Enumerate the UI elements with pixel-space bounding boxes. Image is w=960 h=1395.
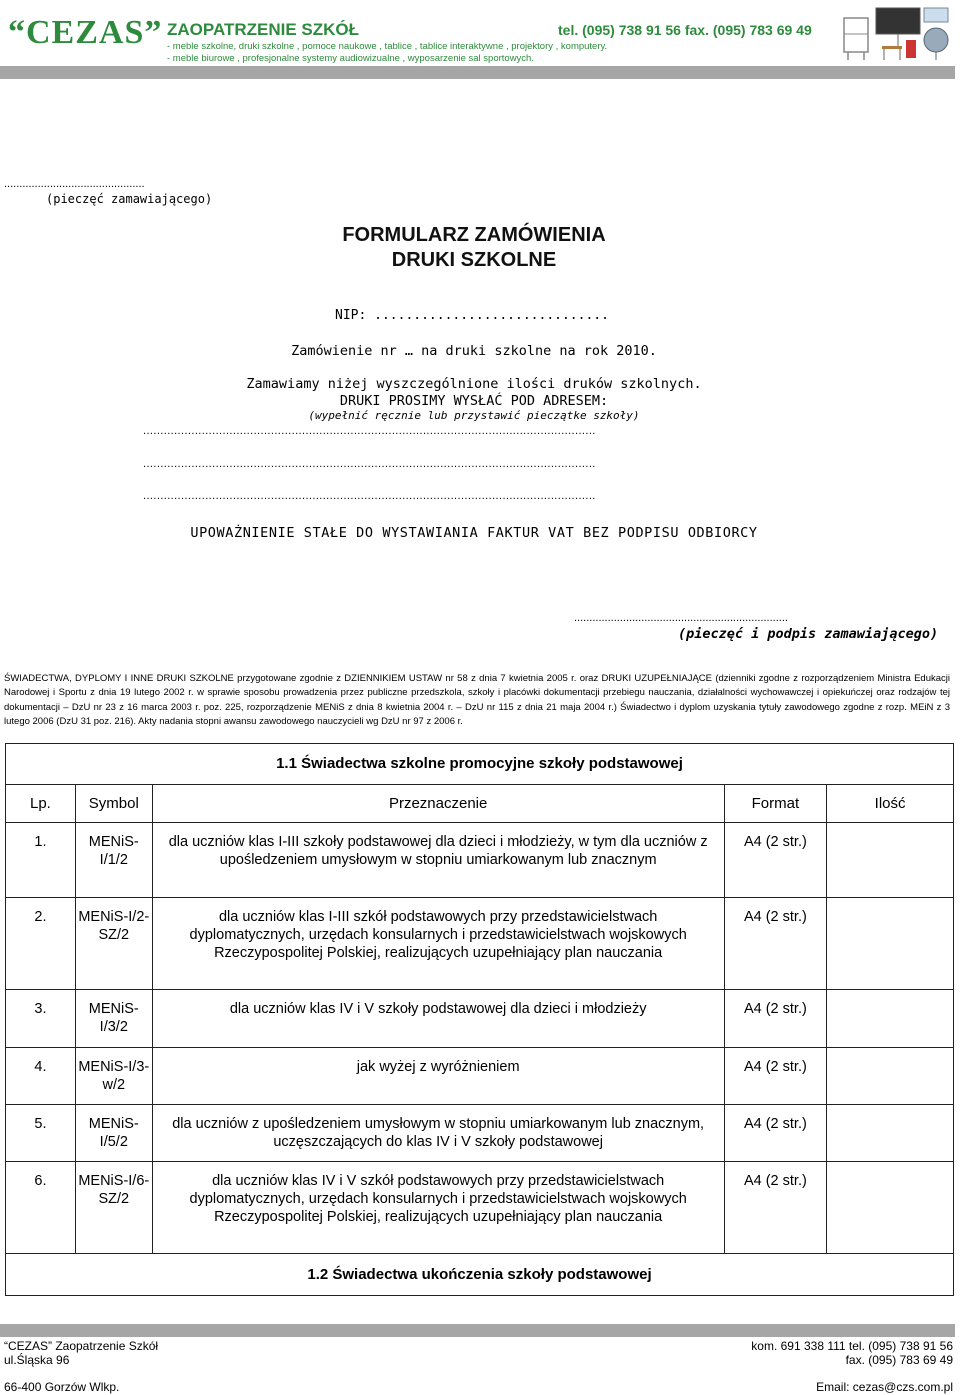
row-format: A4 (2 str.) xyxy=(724,1162,827,1254)
stamp-label: (pieczęć zamawiającego) xyxy=(46,192,213,206)
row-quantity-input[interactable] xyxy=(827,1162,954,1254)
header-tagline-1: - meble szkolne, druki szkolne , pomoce naukowe , tablice , tablice interaktywne , projektory , komputery. xyxy=(167,41,608,52)
row-purpose: dla uczniów klas IV i V szkoły podstawowej dla dzieci i młodzieży xyxy=(152,990,724,1048)
row-symbol: MENiS-I/6-SZ/2 xyxy=(75,1162,152,1254)
footer-fax: fax. (095) 783 69 49 xyxy=(845,1353,953,1367)
column-header-symbol: Symbol xyxy=(75,785,152,823)
brand-name: ZAOPATRZENIE SZKÓŁ xyxy=(167,20,360,39)
row-purpose: dla uczniów klas IV i V szkół podstawowych przy przedstawicielstwach dyplomatycznych, urzędach konsularnych i przedstawicielstwach wojskowych Rzeczypospolitej Polskiej, realizujących uzupełniający plan nauczania xyxy=(152,1162,724,1254)
order-number-line: Zamówienie nr … na druki szkolne na rok 2010. xyxy=(291,343,657,359)
header-contact: tel. (095) 738 91 56 fax. (095) 783 69 49 xyxy=(558,22,812,38)
section-heading-1-1: 1.1 Świadectwa szkolne promocyjne szkoły podstawowej xyxy=(6,744,954,785)
table-row xyxy=(6,898,954,990)
row-purpose: jak wyżej z wyróżnieniem xyxy=(152,1048,724,1105)
row-symbol: MENiS-I/3/2 xyxy=(75,990,152,1048)
row-lp: 4. xyxy=(6,1048,76,1105)
footer-divider-bar xyxy=(0,1324,955,1337)
row-symbol: MENiS-I/2-SZ/2 xyxy=(75,898,152,990)
legal-notice: ŚWIADECTWA, DYPLOMY I INNE DRUKI SZKOLNE przygotowane zgodnie z DZIENNIKIEM USTAW nr 58 z dnia 7 kwietnia 2005 r. oraz DRUKI UZUPEŁNIAJĄCE (dzienniki zgodne z rozporządzeniem Ministra Edukacji Narodowej i Sportu z dnia 19 lutego 2002 r. w sprawie sposobu prowadzenia przez publiczne przedszkola, szkoły i placówki dokumentacji przebiegu nauczania, działalności wychowawczej i opiekuńczej oraz rodzajów tej dokumentacji – DzU nr 23 z 16 marca 2003 r. poz. 225, rozporządzenie MENiS z dnia 8 kwietnia 2004 r. – DzU nr 115 z dnia 21 maja 2004 r.) Świadectwo i dyplom uzyskania tytuły zawodowego zgodne z rozp. MEiN z 3 lutego 2006 (DzU 31 poz. 216). Akty nadania stopni awansu zawodowego nauczycieli wg DzU nr 97 z 2006 r. xyxy=(4,673,950,728)
send-address-heading: DRUKI PROSIMY WYSŁAĆ POD ADRESEM: xyxy=(339,393,609,409)
header-tagline-2: - meble biurowe , profesjonalne systemy audiowizualne , wyposarzenie sal sportowych. xyxy=(167,53,534,64)
company-logo: “CEZAS” xyxy=(8,14,163,51)
row-lp: 2. xyxy=(6,898,76,990)
row-lp: 3. xyxy=(6,990,76,1048)
order-table xyxy=(5,743,954,1296)
address-line-3[interactable]: ................................................................................................................................... xyxy=(143,490,596,502)
header-divider-bar xyxy=(0,66,955,79)
row-lp: 6. xyxy=(6,1162,76,1254)
row-format: A4 (2 str.) xyxy=(724,898,827,990)
address-hint: (wypełnić ręcznie lub przystawić pieczątke szkoły) xyxy=(308,409,640,422)
address-line-1[interactable]: ................................................................................................................................... xyxy=(143,425,596,437)
row-lp: 1. xyxy=(6,823,76,898)
form-subtitle: DRUKI SZKOLNE xyxy=(391,249,557,271)
stamp-dots: .............................................. xyxy=(4,178,145,190)
table-row xyxy=(6,1162,954,1254)
request-line: Zamawiamy niżej wyszczególnione ilości druków szkolnych. xyxy=(246,376,702,392)
row-symbol: MENiS-I/3-w/2 xyxy=(75,1048,152,1105)
table-header-row xyxy=(6,785,954,823)
row-quantity-input[interactable] xyxy=(827,898,954,990)
table-row xyxy=(6,823,954,898)
column-header-lp: Lp. xyxy=(6,785,76,823)
table-row xyxy=(6,990,954,1048)
column-header-format: Format xyxy=(724,785,827,823)
signature-dots[interactable]: ...................................................................... xyxy=(574,612,788,624)
form-title: FORMULARZ ZAMÓWIENIA xyxy=(342,224,606,246)
row-quantity-input[interactable] xyxy=(827,1105,954,1162)
row-lp: 5. xyxy=(6,1105,76,1162)
row-quantity-input[interactable] xyxy=(827,1048,954,1105)
column-header-quantity: Ilość xyxy=(827,785,954,823)
row-symbol: MENiS-I/5/2 xyxy=(75,1105,152,1162)
row-purpose: dla uczniów klas I-III szkoły podstawowej dla dzieci i młodzieży, w tym dla uczniów z upośledzeniem umysłowym w stopniu umiarkowanym lub znacznym xyxy=(152,823,724,898)
row-quantity-input[interactable] xyxy=(827,823,954,898)
footer-city: 66-400 Gorzów Wlkp. xyxy=(4,1380,120,1394)
footer-company: “CEZAS” Zaopatrzenie Szkół xyxy=(4,1339,159,1353)
nip-field[interactable]: NIP: .............................. xyxy=(335,308,609,323)
signature-label: (pieczęć i podpis zamawiającego) xyxy=(678,626,939,642)
row-format: A4 (2 str.) xyxy=(724,1105,827,1162)
column-header-purpose: Przeznaczenie xyxy=(152,785,724,823)
table-row xyxy=(6,1105,954,1162)
vat-authorization: UPOWAŻNIENIE STAŁE DO WYSTAWIANIA FAKTUR VAT BEZ PODPISU ODBIORCY xyxy=(190,525,758,541)
row-format: A4 (2 str.) xyxy=(724,1048,827,1105)
row-format: A4 (2 str.) xyxy=(724,990,827,1048)
footer-street: ul.Śląska 96 xyxy=(4,1353,70,1367)
footer-email-link[interactable]: Email: cezas@czs.com.pl xyxy=(816,1380,953,1394)
section-heading-1-2: 1.2 Świadectwa ukończenia szkoły podstawowej xyxy=(6,1254,954,1296)
row-quantity-input[interactable] xyxy=(827,990,954,1048)
school-furniture-illustration xyxy=(842,4,952,62)
row-symbol: MENiS-I/1/2 xyxy=(75,823,152,898)
row-format: A4 (2 str.) xyxy=(724,823,827,898)
table-row xyxy=(6,1048,954,1105)
row-purpose: dla uczniów z upośledzeniem umysłowym w stopniu umiarkowanym lub znacznym, uczęszczających do klas IV i V szkoły podstawowej xyxy=(152,1105,724,1162)
row-purpose: dla uczniów klas I-III szkół podstawowych przy przedstawicielstwach dyplomatycznych, urzędach konsularnych i przedstawicielstwach wojskowych Rzeczypospolitej Polskiej, realizujących uzupełniający plan nauczania xyxy=(152,898,724,990)
footer-phones: kom. 691 338 111 tel. (095) 738 91 56 xyxy=(751,1339,953,1353)
address-line-2[interactable]: ................................................................................................................................... xyxy=(143,458,596,470)
